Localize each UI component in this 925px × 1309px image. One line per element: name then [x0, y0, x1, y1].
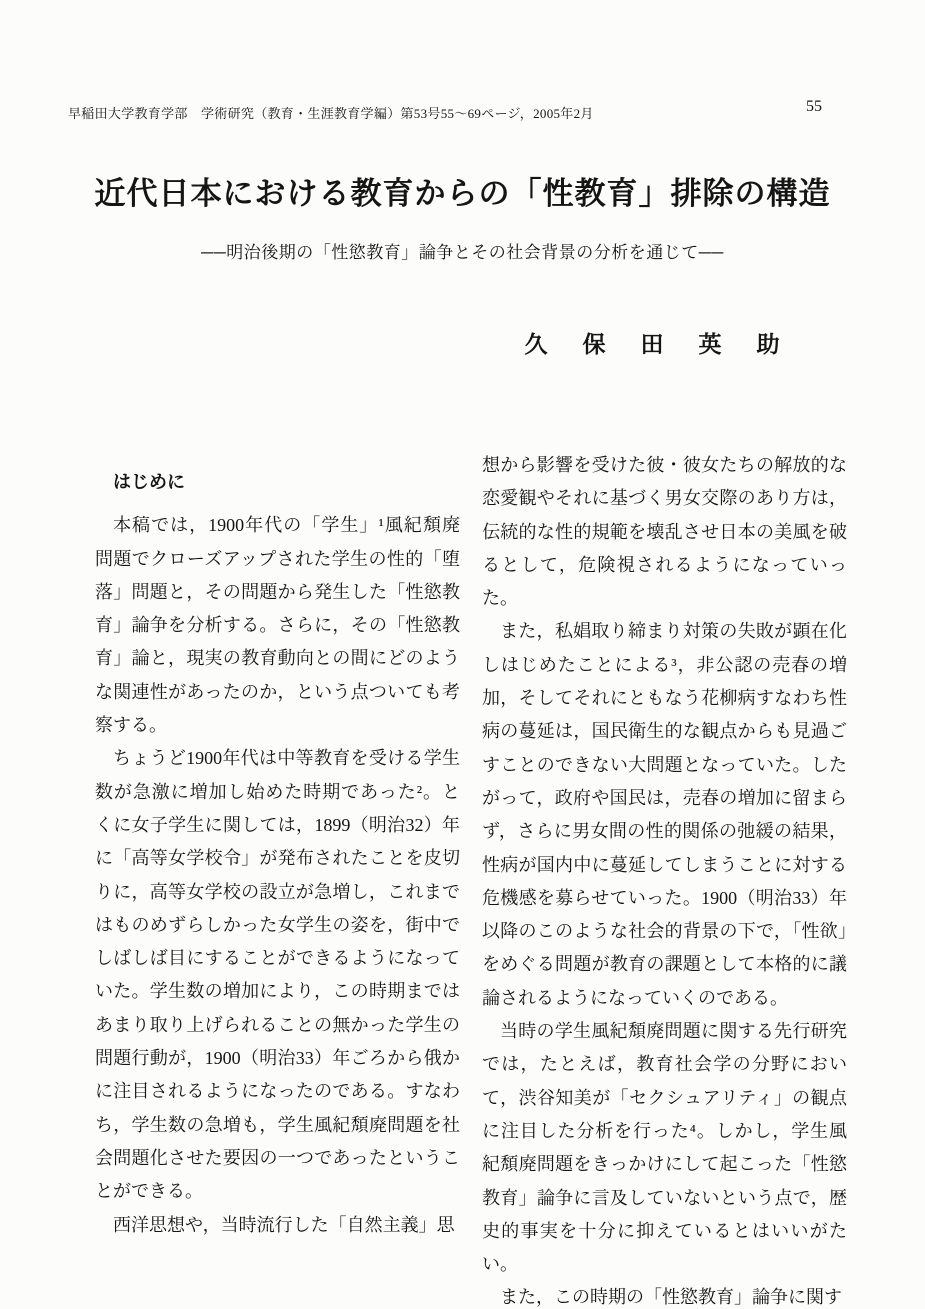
- author-name: 久 保 田 英 助: [524, 332, 786, 357]
- paragraph: 本稿では，1900年代の「学生」¹風紀頽廃問題でクローズアップされた学生の性的「堕落」問題と，その問題から発生した「性慾教育」論争を分析する。さらに，その「性慾教育」論と，現実の教育動向との間にどのような関連性があったのか，という点ついても考察する。: [95, 515, 460, 736]
- section-heading: はじめに: [113, 472, 185, 492]
- paragraph: 当時の学生風紀頽廃問題に関する先行研究では，たとえば，教育社会学の分野において，渋谷知美が「セクシュアリティ」の観点に注目した分析を行った⁴。しかし，学生風紀頽廃問題をきっかけにして起こった「性慾教育」論争に言及していないという点で，歴史的事実を十分に抑えているとはいいがたい。: [482, 1021, 847, 1275]
- paragraph: 想から影響を受けた彼・彼女たちの解放的な恋愛観やそれに基づく男女交際のあり方は，伝統的な性的規範を壊乱させ日本の美風を破るとして，危険視されるようになっていった。: [482, 455, 847, 609]
- article-subtitle: ──明治後期の「性慾教育」論争とその社会背景の分析を通じて──: [201, 243, 724, 262]
- paragraph: また，私娼取り締まり対策の失敗が顕在化しはじめたことによる³，非公認の売春の増加，そしてそれにともなう花柳病すなわち性病の蔓延は，国民衛生的な観点からも見過ごすことのできない大問題となっていた。したがって，政府や国民は，売春の増加に留まらず，さらに男女間の性的関係の弛緩の結果，性病が国内中に蔓延してしまうことに対する危機感を募らせていった。1900（明治33）年以降のこのような社会的背景の下で，「性欲」をめぐる問題が教育の課題として本格的に議論されるようになっていくのである。: [482, 621, 847, 1008]
- body-columns: [95, 449, 847, 1309]
- paragraph: また，この時期の「性慾教育」論争に関す: [500, 1287, 842, 1308]
- paragraph: ちょうど1900年代は中等教育を受ける学生数が急激に増加し始めた時期であった²。とくに女子学生に関しては，1899（明治32）年に「高等女学校令」が発布されたことを皮切りに，高等女学校の設立が急増し，これまではものめずらしかった女学生の姿を，街中でしばしば目にすることができるようになっていた。学生数の増加により，この時期まではあまり取り上げられることの無かった学生の問題行動が，1900（明治33）年ごろから俄かに注目されるようになったのである。すなわち，学生数の急増も，学生風紀頽廃問題を社会問題化させた要因の一つであったということができる。: [95, 748, 460, 1202]
- left-column: [95, 449, 460, 1309]
- article-title: 近代日本における教育からの「性教育」排除の構造: [94, 176, 831, 211]
- paragraph: 西洋思想や，当時流行した「自然主義」思: [113, 1214, 455, 1235]
- right-column: [482, 449, 847, 1309]
- page-number: 55: [806, 98, 822, 115]
- journal-header-line: 早稲田大学教育学部 学術研究（教育・生涯教育学編）第53号55～69ページ，2005年2月: [68, 106, 594, 121]
